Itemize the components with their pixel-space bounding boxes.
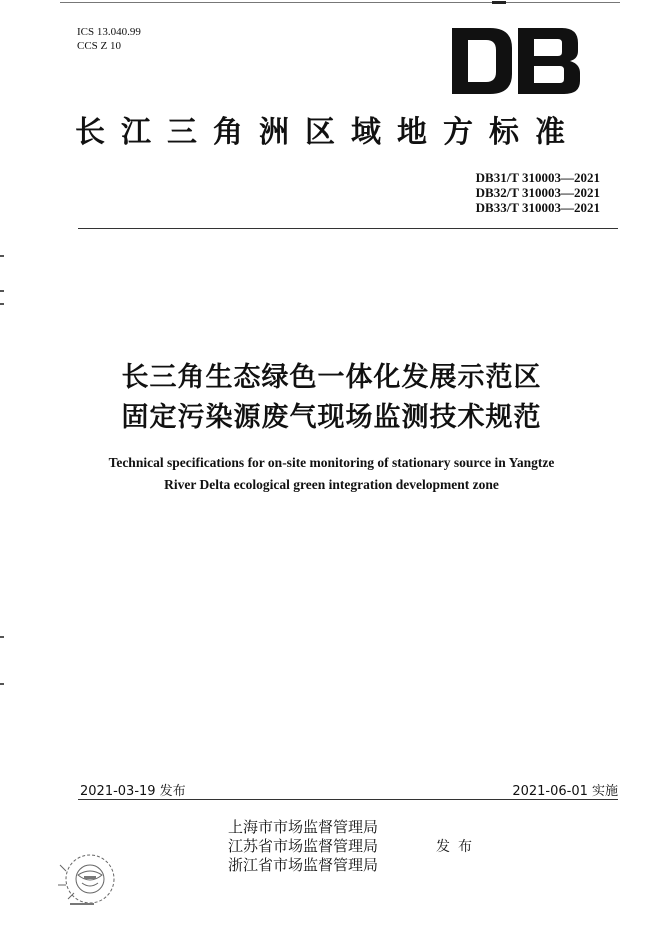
chinese-title-line-1: 长三角生态绿色一体化发展示范区 <box>121 362 542 393</box>
margin-mark <box>0 683 4 685</box>
margin-mark <box>0 636 4 638</box>
db-logo <box>452 28 580 94</box>
publish-date: 2021-03-19 发布 <box>80 784 186 799</box>
top-edge-mark <box>492 1 506 4</box>
margin-mark <box>0 255 4 257</box>
header-divider <box>78 228 618 229</box>
classification-codes <box>77 25 141 53</box>
standard-code-shanghai: DB31/T 310003—2021 <box>475 170 600 185</box>
library-stamp-icon <box>48 845 126 913</box>
ccs-code: CCS Z 10 <box>77 40 122 52</box>
margin-mark <box>0 290 4 292</box>
issuer-shanghai: 上海市市场监督管理局 <box>228 818 379 836</box>
standard-code-jiangsu: DB32/T 310003—2021 <box>475 185 600 200</box>
chinese-title-line-2: 固定污染源废气现场监测技术规范 <box>121 402 542 433</box>
issuer-jiangsu: 江苏省市场监督管理局 <box>228 837 379 855</box>
issue-label: 发布 <box>436 839 480 855</box>
standard-category-title: 长江三角洲区域地方标准 <box>75 115 581 150</box>
footer-divider <box>78 799 618 800</box>
margin-mark <box>0 303 4 305</box>
ics-code: ICS 13.040.99 <box>77 26 141 38</box>
issuer-zhejiang: 浙江省市场监督管理局 <box>228 856 379 874</box>
page-top-edge <box>60 2 620 3</box>
english-title-line-1: Technical specifications for on-site monitoring of stationary source in Yangtze <box>108 455 555 470</box>
english-title-line-2: River Delta ecological green integration development zone <box>164 477 499 492</box>
implement-date: 2021-06-01 实施 <box>512 784 618 799</box>
standard-codes <box>476 170 600 215</box>
issuing-authorities <box>228 818 378 875</box>
english-title <box>0 452 663 496</box>
standard-code-zhejiang: DB33/T 310003—2021 <box>475 200 600 215</box>
chinese-title <box>0 358 663 438</box>
